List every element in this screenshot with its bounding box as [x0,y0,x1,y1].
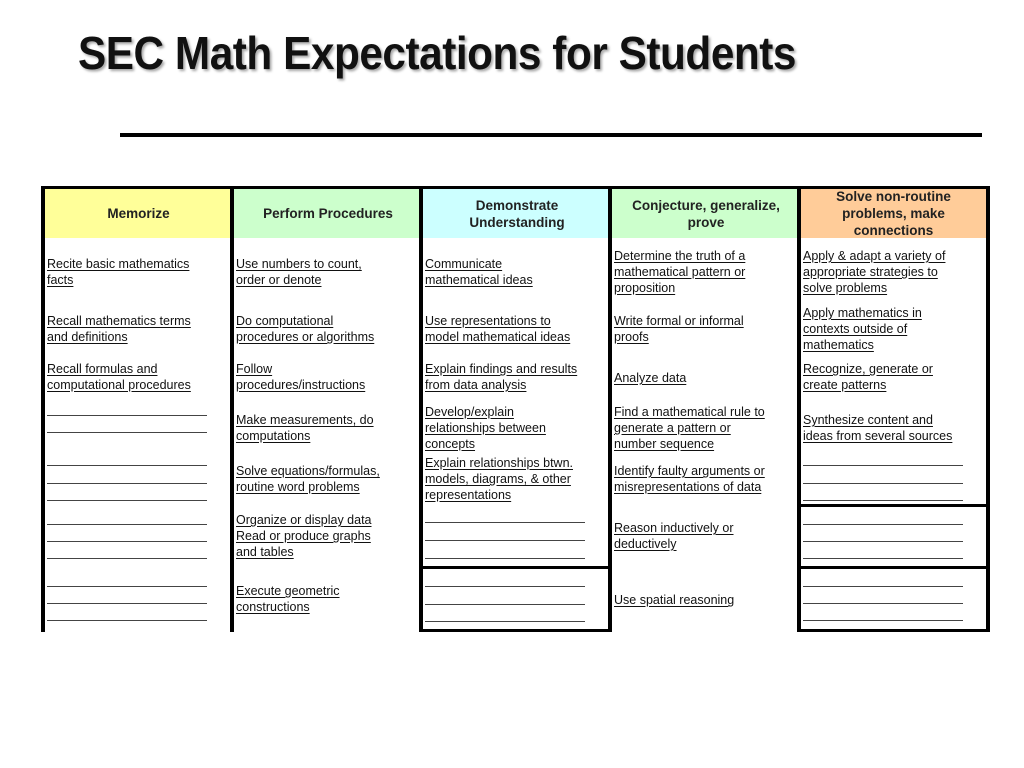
expectation-item: Recognize, generate or create patterns [803,362,933,392]
expectation-item: Analyze data [614,371,687,385]
blank-line [425,522,585,523]
expectation-item: Apply & adapt a variety of appropriate strategies to solve problems [803,249,946,295]
expectation-item: Execute geometric constructions [236,584,340,614]
expectation-item: Determine the truth of a mathematical pattern or proposition [614,249,746,295]
column-header-conjecture: Conjecture, generalize, prove [612,189,800,238]
row-divider [801,504,986,507]
slide-title: SEC Math Expectations for Students [78,27,797,79]
blank-line [47,586,207,587]
expectation-item: Solve equations/formulas, routine word problems [236,464,380,494]
expectation-item: Write formal or informal proofs [614,314,744,344]
blank-line [803,620,963,621]
expectation-item: Use spatial reasoning [614,593,735,607]
expectation-item: Synthesize content and ideas from several sources [803,413,953,443]
blank-line [425,540,585,541]
row-divider [801,629,986,632]
column-header-memorize: Memorize [45,189,232,238]
column-demonstrate-understanding [419,186,611,632]
row-divider [423,629,611,632]
column-memorize [41,186,232,632]
expectation-item: Find a mathematical rule to generate a pattern or number sequence [614,405,765,451]
blank-line [425,604,585,605]
blank-line [803,500,963,501]
row-divider [801,566,986,569]
blank-line [803,558,963,559]
expectation-item: Reason inductively or deductively [614,521,734,551]
column-conjecture-generalize-prove [608,186,800,632]
blank-line [425,586,585,587]
expectation-item: Explain findings and results from data analysis [425,362,578,392]
expectation-item: Organize or display data Read or produce graphs and tables [236,513,372,559]
blank-line [803,586,963,587]
expectation-item: Identify faulty arguments or misrepresentations of data [614,464,765,494]
blank-line [425,621,585,622]
title-divider [120,133,982,137]
blank-line [47,541,207,542]
column-header-demonstrate-understanding: Demonstrate Understanding [423,189,611,238]
blank-line [47,432,207,433]
expectation-item: Recite basic mathematics facts [47,257,190,287]
blank-line [803,465,963,466]
expectation-item: Recall mathematics terms and definitions [47,314,191,344]
blank-line [47,465,207,466]
blank-line [47,483,207,484]
column-solve-non-routine [797,186,990,632]
blank-line [47,558,207,559]
column-perform-procedures [230,186,422,632]
blank-line [803,483,963,484]
blank-line [425,558,585,559]
expectation-item: Use numbers to count, order or denote [236,257,362,287]
blank-line [47,524,207,525]
blank-line [47,415,207,416]
expectation-item: Follow procedures/instructions [236,362,366,392]
blank-line [47,620,207,621]
expectation-item: Develop/explain relationships between concepts [425,405,546,451]
blank-line [803,603,963,604]
expectation-item: Recall formulas and computational procedures [47,362,191,392]
blank-line [803,524,963,525]
column-header-perform-procedures: Perform Procedures [234,189,422,238]
expectation-item: Make measurements, do computations [236,413,374,443]
column-header-solve-non-routine: Solve non-routine problems, make connections [801,189,986,238]
expectation-item: Do computational procedures or algorithms [236,314,375,344]
row-divider [423,566,611,569]
expectation-item: Explain relationships btwn. models, diagrams, & other representations [425,456,573,502]
blank-line [47,500,207,501]
expectation-item: Use representations to model mathematical ideas [425,314,571,344]
expectation-item: Communicate mathematical ideas [425,257,533,287]
expectation-item: Apply mathematics in contexts outside of mathematics [803,306,922,352]
blank-line [803,541,963,542]
blank-line [47,603,207,604]
